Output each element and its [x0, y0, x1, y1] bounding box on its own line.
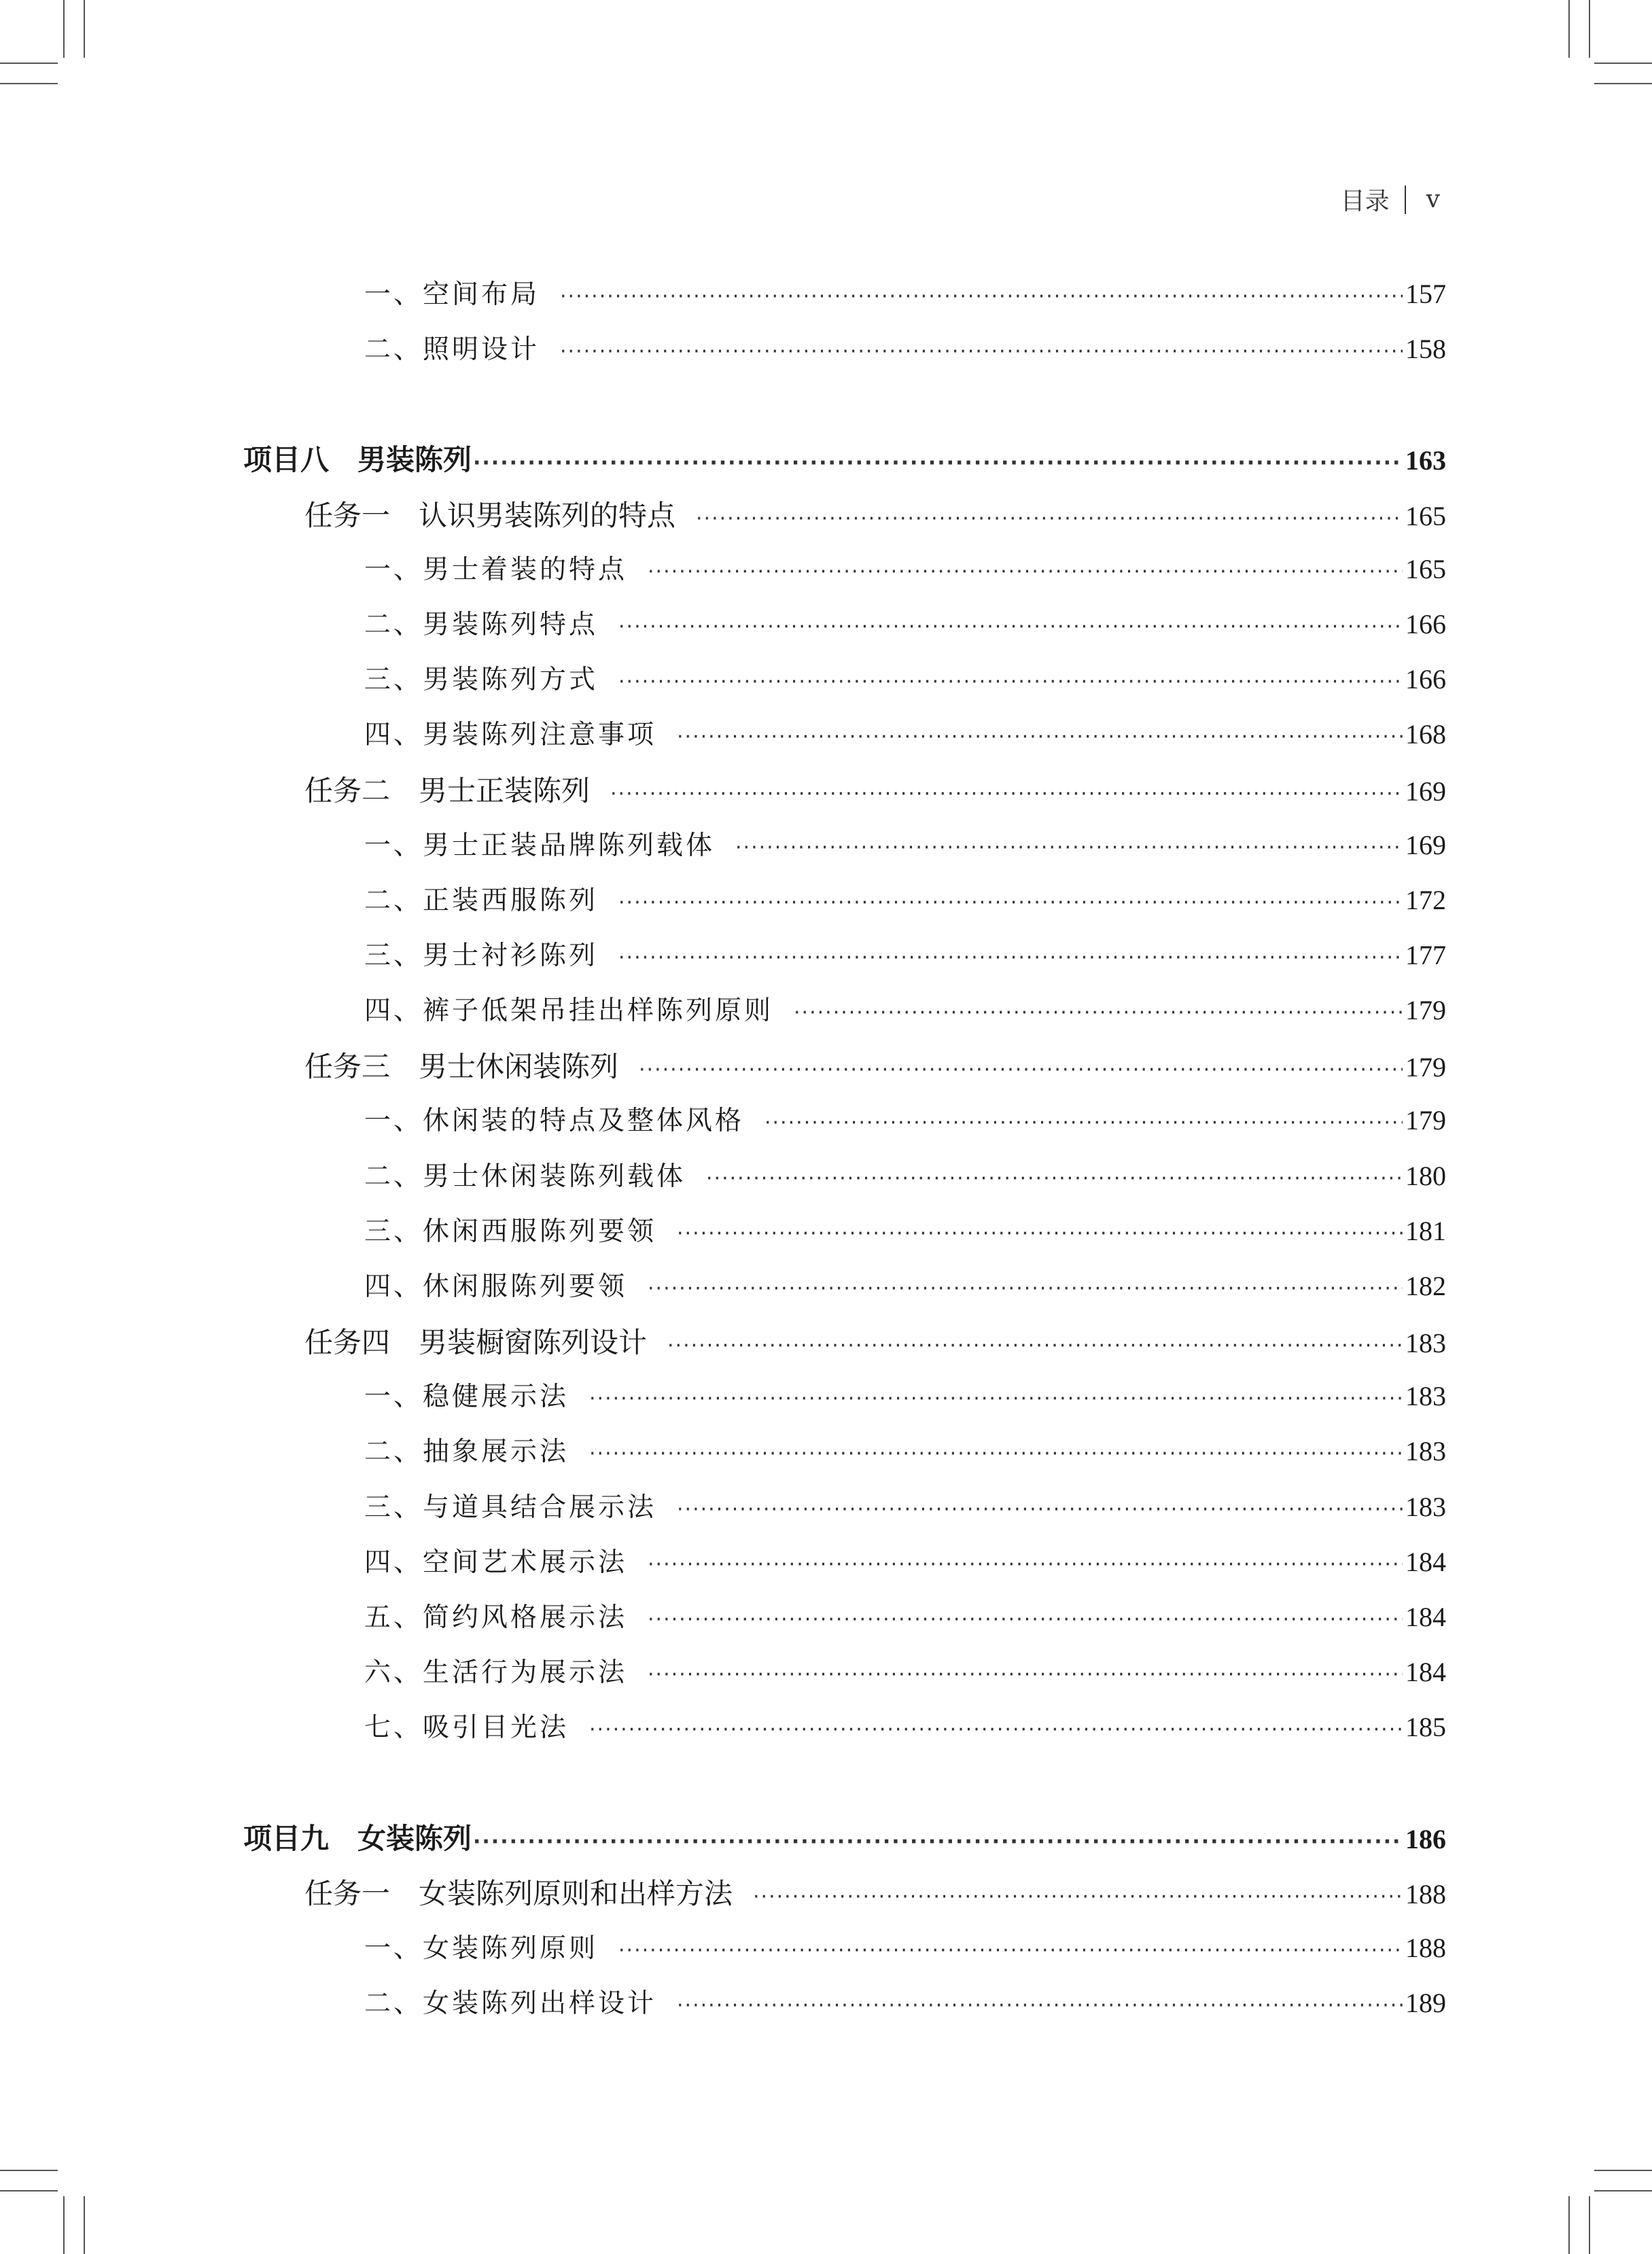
toc-entry-level-3[interactable]: [364, 1706, 1446, 1747]
crop-mark: [0, 2170, 58, 2171]
toc-entry-level-3[interactable]: [364, 824, 1446, 865]
toc-entry-page-number: 166: [1405, 609, 1446, 639]
header-page-number: v: [1426, 186, 1440, 213]
toc-entry-page-number: 169: [1405, 830, 1446, 860]
dot-leader: [473, 1830, 1403, 1854]
dot-leader: [667, 1334, 1403, 1358]
dot-leader: [648, 1608, 1403, 1632]
toc-entry-page-number: 183: [1405, 1381, 1446, 1411]
toc-entry-title: 任务一 认识男装陈列的特点: [304, 499, 676, 532]
dot-leader: [589, 1442, 1403, 1466]
toc-entry-title: 二、正装西服陈列: [364, 885, 599, 916]
dot-leader: [696, 507, 1403, 531]
toc-entry-level-3[interactable]: [364, 1099, 1446, 1140]
crop-mark: [0, 83, 58, 84]
toc-entry-level-3[interactable]: [364, 1486, 1446, 1527]
toc-entry-title: 三、男士衬衫陈列: [364, 940, 599, 971]
toc-entry-page-number: 165: [1405, 554, 1446, 584]
toc-entry-title: 任务一 女装陈列原则和出样方法: [304, 1877, 733, 1910]
dot-leader: [735, 836, 1403, 860]
dot-leader: [648, 1553, 1403, 1577]
toc-entry-page-number: 186: [1405, 1824, 1446, 1854]
dot-leader: [560, 340, 1403, 364]
crop-mark: [63, 0, 65, 58]
toc-entry-page-number: 188: [1405, 1933, 1446, 1963]
toc-entry-level-3[interactable]: [364, 328, 1446, 369]
toc-entry-level-3[interactable]: [364, 714, 1446, 754]
header-title: 目录: [1340, 188, 1390, 215]
dot-leader: [648, 560, 1403, 584]
dot-leader: [794, 1001, 1403, 1025]
toc-entry-level-3[interactable]: [364, 603, 1446, 644]
running-header: [1341, 182, 1440, 217]
toc-entry-title: 四、裤子低架吊挂出样陈列原则: [364, 996, 774, 1026]
crop-mark: [0, 2190, 58, 2191]
toc-entry-title: 一、男士正装品牌陈列载体: [364, 830, 716, 861]
toc-entry-title: 一、空间布局: [364, 279, 540, 310]
toc-entry-title: 四、空间艺术展示法: [364, 1547, 628, 1578]
toc-entry-page-number: 185: [1405, 1712, 1446, 1742]
toc-entry-title: 三、休闲西服陈列要领: [364, 1216, 657, 1247]
toc-entry-page-number: 183: [1405, 1492, 1446, 1522]
toc-entry-page-number: 179: [1405, 1105, 1446, 1135]
toc-entry-page-number: 180: [1405, 1161, 1446, 1191]
toc-entry-level-3[interactable]: [364, 879, 1446, 920]
toc-entry-page-number: 189: [1405, 1988, 1446, 2018]
crop-mark: [1594, 83, 1652, 84]
dot-leader: [618, 615, 1403, 639]
header-separator: [1405, 186, 1406, 214]
toc-entry-title: 任务三 男士休闲装陈列: [304, 1050, 619, 1083]
toc-entry-level-3[interactable]: [364, 658, 1446, 699]
crop-mark: [1568, 2196, 1570, 2254]
toc-entry-page-number: 188: [1405, 1879, 1446, 1909]
dot-leader: [677, 1498, 1403, 1521]
toc-entry-page-number: 179: [1405, 995, 1446, 1025]
dot-leader: [610, 782, 1403, 806]
dot-leader: [473, 451, 1403, 475]
dot-leader: [677, 1222, 1403, 1246]
toc-entry-level-3[interactable]: [364, 1651, 1446, 1692]
toc-entry-level-3[interactable]: [364, 1596, 1446, 1637]
toc-entry-page-number: 179: [1405, 1052, 1446, 1082]
toc-entry-title: 二、女装陈列出样设计: [364, 1988, 657, 2019]
crop-mark: [0, 63, 58, 64]
toc-entry-title: 二、男装陈列特点: [364, 610, 599, 640]
toc-entry-title: 四、休闲服陈列要领: [364, 1271, 628, 1302]
toc-entry-title: 一、女装陈列原则: [364, 1933, 599, 1964]
toc-entry-level-2[interactable]: [304, 769, 1446, 809]
toc-entry-title: 五、简约风格展示法: [364, 1602, 628, 1633]
dot-leader: [639, 1058, 1403, 1082]
dot-leader: [677, 725, 1403, 749]
dot-leader: [618, 891, 1403, 915]
toc-entry-page-number: 168: [1405, 719, 1446, 750]
dot-leader: [706, 1167, 1403, 1191]
toc-entry-page-number: 157: [1405, 279, 1446, 309]
toc-entry-level-3[interactable]: [364, 1541, 1446, 1582]
toc-entry-title: 四、男装陈列注意事项: [364, 720, 657, 750]
dot-leader: [753, 1885, 1403, 1909]
toc-entry-title: 一、休闲装的特点及整体风格: [364, 1106, 745, 1136]
toc-entry-title: 项目八 男装陈列: [243, 443, 472, 476]
toc-entry-page-number: 163: [1405, 445, 1446, 476]
toc-entry-page-number: 158: [1405, 334, 1446, 364]
toc-entry-level-1[interactable]: [243, 438, 1446, 478]
toc-entry-level-3[interactable]: [364, 1265, 1446, 1306]
toc-entry-title: 任务二 男士正装陈列: [304, 774, 591, 807]
crop-mark: [84, 2196, 85, 2254]
toc-entry-level-1[interactable]: [243, 1816, 1446, 1857]
toc-entry-level-3[interactable]: [364, 548, 1446, 589]
toc-entry-page-number: 165: [1405, 501, 1446, 531]
toc-entry-level-3[interactable]: [364, 989, 1446, 1030]
toc-entry-level-2[interactable]: [304, 1044, 1446, 1085]
dot-leader: [648, 1663, 1403, 1687]
toc-entry-title: 二、照明设计: [364, 334, 540, 365]
crop-mark: [84, 0, 85, 58]
crop-mark: [1594, 63, 1652, 64]
crop-mark: [1594, 2170, 1652, 2171]
crop-mark: [1589, 2196, 1590, 2254]
crop-mark: [1568, 0, 1570, 58]
toc-entry-title: 三、与道具结合展示法: [364, 1492, 657, 1523]
toc-entry-page-number: 169: [1405, 776, 1446, 807]
toc-entry-level-3[interactable]: [364, 1982, 1446, 2023]
toc-entry-title: 一、男士着装的特点: [364, 554, 628, 585]
toc-entry-level-2[interactable]: [304, 493, 1446, 534]
toc-entry-level-3[interactable]: [364, 1375, 1446, 1416]
crop-mark: [1589, 0, 1590, 58]
toc-entry-page-number: 181: [1405, 1216, 1446, 1246]
toc-entry-page-number: 177: [1405, 940, 1446, 970]
toc-entry-title: 一、稳健展示法: [364, 1381, 569, 1412]
toc-entry-level-3[interactable]: [364, 1430, 1446, 1471]
toc-entry-page-number: 183: [1405, 1328, 1446, 1358]
dot-leader: [618, 946, 1403, 970]
toc-entry-title: 七、吸引目光法: [364, 1712, 569, 1743]
toc-entry-level-3[interactable]: [364, 1927, 1446, 1968]
toc-entry-page-number: 183: [1405, 1436, 1446, 1466]
crop-mark: [1594, 2190, 1652, 2191]
toc-entry-title: 任务四 男装橱窗陈列设计: [304, 1326, 648, 1359]
toc-entry-page-number: 172: [1405, 885, 1446, 915]
toc-entry-level-2[interactable]: [304, 1320, 1446, 1361]
crop-mark: [63, 2196, 65, 2254]
toc-entry-level-3[interactable]: [364, 1155, 1446, 1196]
dot-leader: [648, 1277, 1403, 1301]
toc-entry-level-2[interactable]: [304, 1871, 1446, 1912]
toc-entry-title: 三、男装陈列方式: [364, 665, 599, 695]
toc-entry-title: 六、生活行为展示法: [364, 1657, 628, 1688]
dot-leader: [618, 670, 1403, 694]
toc-entry-page-number: 184: [1405, 1657, 1446, 1687]
toc-entry-page-number: 184: [1405, 1547, 1446, 1577]
dot-leader: [560, 285, 1403, 309]
toc-entry-title: 项目九 女装陈列: [243, 1822, 472, 1855]
toc-entry-level-3[interactable]: [364, 273, 1446, 314]
dot-leader: [618, 1939, 1403, 1962]
toc-entry-page-number: 184: [1405, 1602, 1446, 1632]
dot-leader: [765, 1111, 1403, 1135]
dot-leader: [589, 1387, 1403, 1411]
toc-entry-title: 二、男士休闲装陈列载体: [364, 1161, 686, 1192]
dot-leader: [589, 1718, 1403, 1742]
toc-entry-page-number: 182: [1405, 1271, 1446, 1301]
toc-entry-level-3[interactable]: [364, 1210, 1446, 1251]
toc-entry-page-number: 166: [1405, 664, 1446, 694]
dot-leader: [677, 1994, 1403, 2018]
toc-entry-level-3[interactable]: [364, 934, 1446, 975]
toc-entry-title: 二、抽象展示法: [364, 1437, 569, 1467]
